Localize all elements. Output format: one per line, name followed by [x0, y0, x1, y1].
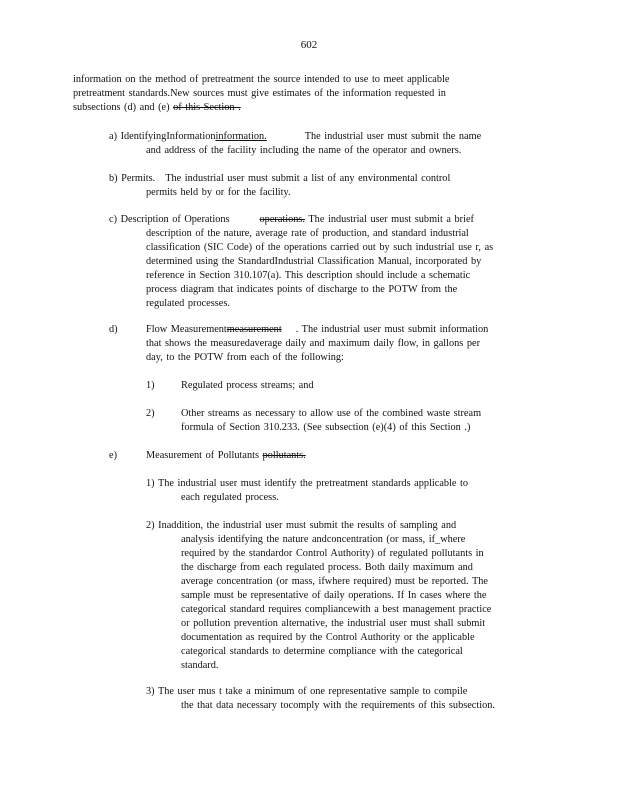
section-e-item-line: standard. [181, 660, 219, 671]
section-b-label: b) Permits. [109, 173, 156, 184]
item-text: Regulated process streams; and [181, 380, 314, 391]
section-d-heading: Flow Measurement [146, 324, 227, 335]
section-e-item-line: sample must be representative of daily operations. If In cases where the [181, 590, 487, 601]
deleted-text: of this Section . [173, 102, 241, 113]
section-a [109, 130, 499, 158]
deleted-text: operations. [259, 214, 305, 225]
section-c-line [109, 213, 529, 227]
section-c-line: process diagram that indicates points of discharge to the POTW from the [146, 284, 458, 295]
section-d-line [109, 323, 529, 337]
section-d-item-line [146, 407, 526, 421]
section-c [109, 213, 529, 311]
section-d-item-line: formula of Section 310.233. (See subsection (e)(4) of this Section .) [181, 422, 471, 433]
section-e-item-line: each regulated process. [181, 492, 279, 503]
page-number: 602 [300, 39, 318, 51]
section-b-text: The industrial user must submit a list of any environmental control [165, 173, 451, 184]
section-e-item-line: or pollution prevention alternative, the industrial user must shall submit [181, 618, 486, 629]
section-d-line: day, to the POTW from each of the following: [146, 352, 344, 363]
section-e [109, 449, 529, 463]
section-c-line: description of the nature, average rate of production, and standard industrial [146, 228, 469, 239]
section-e-item-line: the discharge from each regulated process. Both daily maximum and [181, 562, 473, 573]
section-d-label: d) [109, 324, 118, 335]
section-c-label: c) Description of Operations [109, 214, 230, 225]
section-e-item-line: 1) The industrial user must identify the pretreatment standards applicable to [146, 478, 469, 489]
deleted-text: measurement [226, 324, 282, 335]
item-label: 2) [146, 408, 155, 419]
section-c-line: determined using the StandardIndustrial Classification Manual, incorporated by [146, 256, 482, 267]
section-d-item-line [146, 379, 526, 393]
section-e-item-2 [146, 519, 532, 673]
section-e-item-line: categorical standard requires compliancewith a best management practice [181, 604, 492, 615]
section-d-item-1 [146, 379, 526, 393]
section-e-heading: Measurement of Pollutants [146, 450, 263, 461]
section-a-text: The industrial user must submit the name [304, 131, 482, 142]
section-d [109, 323, 529, 365]
inserted-text: information. [215, 131, 267, 142]
section-e-item-line: average concentration (or mass, ifwhere required) must be reported. The [181, 576, 489, 587]
section-d-line: that shows the measuredaverage daily and maximum daily flow, in gallons per [146, 338, 481, 349]
section-e-item-3 [146, 685, 532, 713]
intro-line: information on the method of pretreatment the source intended to use to meet applicable [73, 74, 450, 85]
section-e-item-line: analysis identifying the nature andconcentration (or mass, if_where [181, 534, 466, 545]
section-e-item-line: required by the standardor Control Authority) of regulated pollutants in [181, 548, 484, 559]
intro-line [73, 101, 499, 115]
deleted-text: pollutants. [262, 450, 306, 461]
section-e-label: e) [109, 450, 117, 461]
section-a-line: and address of the facility including the name of the operator and owners. [146, 145, 462, 156]
section-d-text: . The industrial user must submit information [295, 324, 489, 335]
section-e-item-line: categorical standards to determine compliance with the categorical [181, 646, 463, 657]
section-b [109, 172, 499, 200]
section-e-item-line: the that data necessary tocomply with the requirements of this subsection. [181, 700, 495, 711]
section-c-line: reference in Section 310.107(a). This description should include a schematic [146, 270, 471, 281]
item-label: 1) [146, 380, 155, 391]
section-e-item-line: 3) The user mus t take a minimum of one representative sample to compile [146, 686, 468, 697]
section-a-label: a) IdentifyingInformation [109, 131, 216, 142]
section-e-item-line: 2) Inaddition, the industrial user must submit the results of sampling and [146, 520, 457, 531]
section-c-text: The industrial user must submit a brief [308, 214, 474, 225]
section-e-line [109, 449, 529, 463]
item-text: Other streams as necessary to allow use of the combined waste stream [181, 408, 482, 419]
section-b-line [109, 172, 499, 186]
section-c-line: classification (SIC Code) of the operations carried out by such industrial use r, as [146, 242, 494, 253]
intro-text: subsections (d) and (e) [73, 102, 174, 113]
section-e-item-1 [146, 477, 526, 505]
intro-paragraph [73, 73, 499, 115]
section-c-line: regulated processes. [146, 298, 230, 309]
section-e-item-line: documentation as required by the Control Authority or the applicable [181, 632, 475, 643]
section-a-line [109, 130, 499, 144]
section-b-line: permits held by or for the facility. [146, 187, 291, 198]
intro-line: pretreatment standards.New sources must give estimates of the information requested in [73, 88, 446, 99]
section-d-item-2 [146, 407, 526, 435]
